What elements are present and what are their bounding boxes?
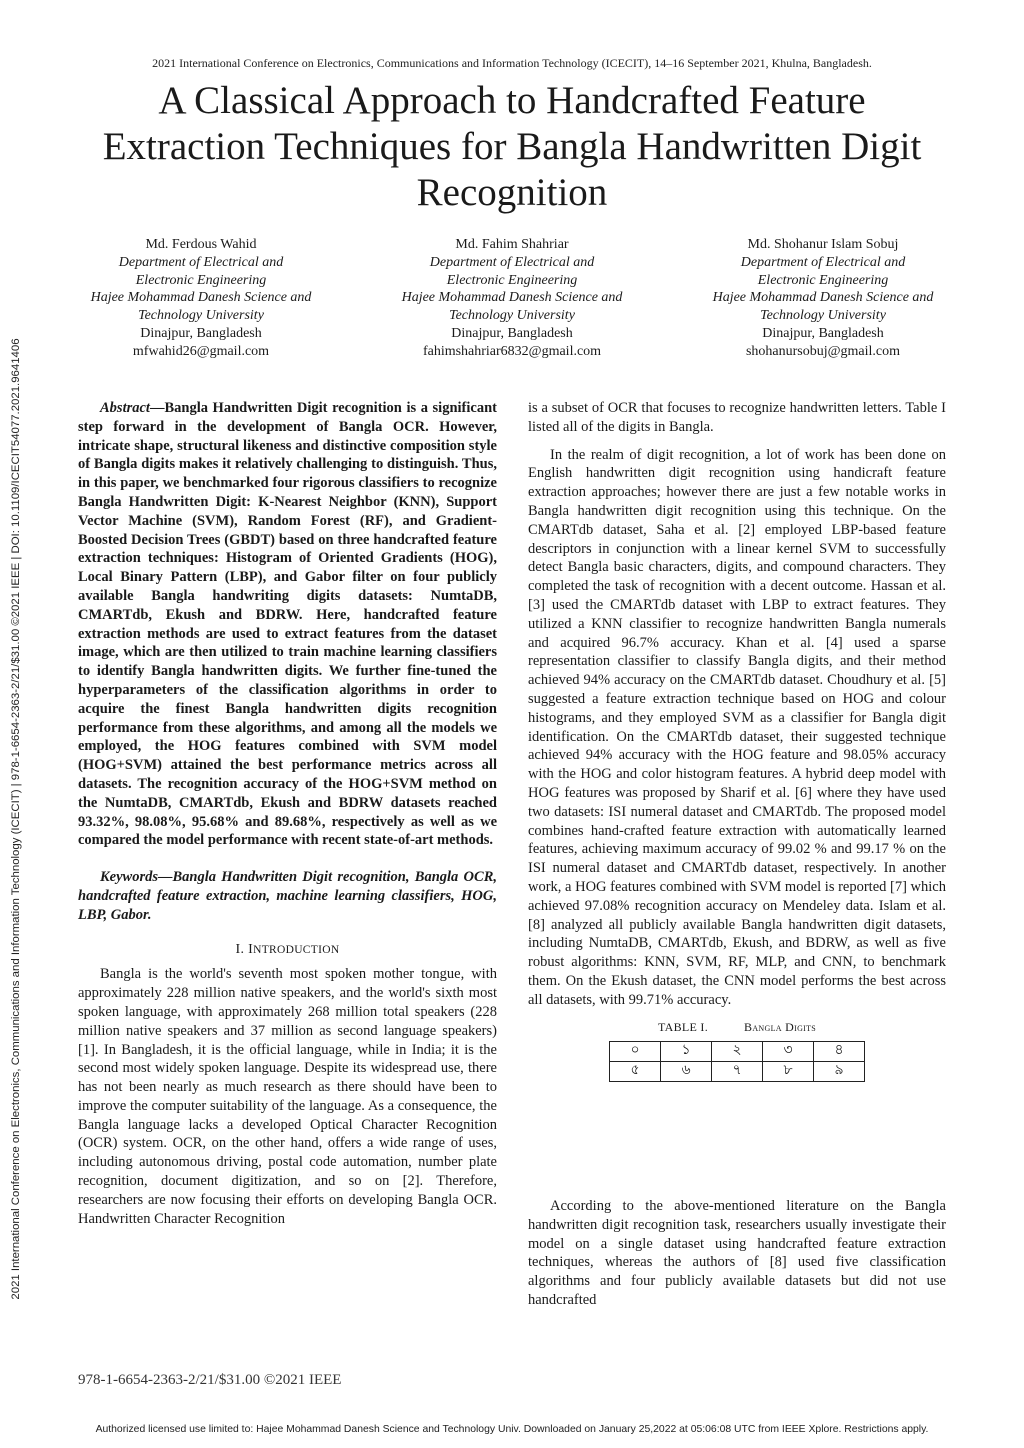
right-column [528, 399, 946, 1082]
author-department: Electronic Engineering [757, 272, 889, 288]
author-email[interactable]: mfwahid26@gmail.com [132, 343, 270, 359]
author-block [688, 236, 958, 361]
author-block [66, 236, 336, 361]
title-line: Recognition [416, 171, 608, 214]
footer-isbn: 978-1-6654-2363-2/21/$31.00 ©2021 IEEE [78, 1372, 342, 1388]
author-department: Department of Electrical and [740, 254, 906, 270]
author-department: Electronic Engineering [446, 272, 578, 288]
body-paragraph: In the realm of digit recognition, a lot of work has been done on English handwritten digit recognition using handicraft feature extraction approaches; however there are just a few notable works in Bangla handwritten digit recognition using this technique. On the CMARTdb dataset, Saha et al. [2] employed LBP-based feature descriptors in conjunction with a linear kernel SVM to successfully detect Bangla basic characters, digits, and compound characters. They completed the task of recognition with a decent outcome. Hassan et al. [3] used the CMARTdb dataset with LBP to extract features. They utilized a KNN classifier to recognize handwritten Bangla numerals and acquired 96.7% accuracy. Khan et al. [4] used a sparse representation classifier to classify Bangla digits, and their method achieved 94% accuracy on the CMARTdb dataset. Choudhury et al. [5] suggested a feature extraction technique based on HOG and colour histograms, and they employed SVM as a classifier for Bangla digit identification. On the CMARTdb dataset, their suggested technique achieved 94% accuracy with the HOG feature and 98.05% accuracy with the HOG and color histogram features. A hybrid deep model with HOG features was proposed by Sharif et al. [6] where they have used two datasets: ISI numeral dataset and CMARTdb. The proposed model combines hand-crafted feature extraction with automatically learned features, achieving maximum accuracy of 99.02 % and 99.17 % on the ISI numeral dataset and CMARTdb dataset, respectively. In another work, a HOG features combined with SVM model is reported [7] which achieved 97.08% recognition accuracy on Mendeley data. Islam et al. [8] analyzed all publicly available Bangla handwritten digit datasets, including NumtaDB, CMARTdb, Ekush, and BDRW, as well as five robust algorithms: KNN, SVM, RF, MLP, and CNN, to benchmark them. On the Ekush dataset, the CNN model performs the best across all datasets, with 99.71% accuracy. [528, 446, 946, 1008]
footer-authorized-use: Authorized licensed use limited to: Hajee Mohammad Danesh Science and Technology Univ. Downloaded on January 25,2022 at 05:06:08 UTC from IEEE Xplore. Restrictions apply. [95, 1424, 929, 1435]
section-title-initial: I [248, 941, 254, 957]
side-publication-strip [10, 290, 30, 1348]
keywords-dash: — [158, 869, 173, 886]
author-email[interactable]: fahimshahriar6832@gmail.com [422, 343, 602, 359]
author-name: Md. Shohanur Islam Sobuj [747, 237, 899, 252]
bangla-digits-table [609, 1041, 865, 1082]
left-column [78, 399, 497, 1228]
author-city: Dinajpur, Bangladesh [762, 325, 884, 341]
section-numeral: I. [235, 941, 245, 957]
table-row [610, 1042, 865, 1062]
author-email[interactable]: shohanursobuj@gmail.com [745, 343, 901, 359]
author-department: Electronic Engineering [135, 272, 267, 288]
table-cell: ৩ [763, 1042, 814, 1062]
right-column-lower [528, 1197, 946, 1310]
author-university: Hajee Mohammad Danesh Science and [90, 290, 312, 306]
table-row [610, 1062, 865, 1082]
author-block [377, 236, 647, 361]
author-name: Md. Fahim Shahriar [455, 237, 569, 252]
table-cell: ৪ [814, 1042, 865, 1062]
author-university: Technology University [760, 308, 886, 324]
author-university: Hajee Mohammad Danesh Science and [712, 290, 934, 306]
table-caption [528, 1018, 946, 1037]
table-cell: ১ [661, 1042, 712, 1062]
section-heading-introduction [78, 941, 497, 960]
keywords [78, 868, 497, 924]
table-cell: ২ [712, 1042, 763, 1062]
title-line: Extraction Techniques for Bangla Handwritten Digit [102, 125, 922, 168]
paper-title [60, 78, 964, 216]
table-cell: ৯ [814, 1062, 865, 1082]
conference-header: 2021 International Conference on Electronics, Communications and Information Technology (ICECIT), 14–16 September 2021, Khulna, Bangladesh. [152, 56, 872, 70]
body-paragraph: According to the above-mentioned literature on the Bangla handwritten digit recognition task, researchers usually investigate their model on a single dataset using handcrafted feature extraction techniques, whereas the authors of [8] used five classification algorithms and four publicly available datasets but did not use handcrafted [528, 1198, 946, 1308]
table-cell: ৬ [661, 1062, 712, 1082]
table-cell: ৭ [712, 1062, 763, 1082]
side-strip-text: 2021 International Conference on Electronics, Communications and Information Technology (ICECIT) | 978-1-6654-2363-2/21/$31.00 ©2021 IEEE | DOI: 10.1109/ICECIT54077.2021.9641406 [10, 338, 22, 1300]
author-city: Dinajpur, Bangladesh [140, 325, 262, 341]
table-cell: ৮ [763, 1062, 814, 1082]
author-city: Dinajpur, Bangladesh [451, 325, 573, 341]
author-department: Department of Electrical and [118, 254, 284, 270]
table-cell: ০ [610, 1042, 661, 1062]
table-title: Bangla Digits [744, 1019, 817, 1034]
title-line: A Classical Approach to Handcrafted Feature [158, 79, 866, 122]
author-university: Technology University [138, 308, 264, 324]
table-number: TABLE I. [657, 1019, 709, 1034]
section-title-rest: NTRODUCTION [253, 943, 340, 956]
keywords-text: Bangla Handwritten Digit recognition, Bangla OCR, handcrafted feature extraction, machine learning classifiers, HOG, LBP, Gabor. [78, 869, 497, 923]
author-university: Technology University [449, 308, 575, 324]
abstract-text: Bangla Handwritten Digit recognition is a significant step forward in the development of Bangla OCR. However, intricate shape, structural likeness and distinctive composition style of Bangla digits makes it relatively challenging to distinguish. Thus, in this paper, we benchmarked four rigorous classifiers to recognize Bangla Handwritten Digit: K-Nearest Neighbor (KNN), Support Vector Machine (SVM), Random Forest (RF), and Gradient-Boosted Decision Trees (GBDT) based on three handcrafted feature extraction techniques: Histogram of Oriented Gradients (HOG), Local Binary Pattern (LBP), and Gabor filter on four publicly available Bangla handwriting digits datasets: NumtaDB, CMARTdb, Ekush and BDRW. Here, handcrafted feature extraction methods are used to extract features from the dataset image, which are then utilized to train machine learning classifiers to identify Bangla handwritten digits. We further fine-tuned the hyperparameters of the classification algorithms in order to acquire the finest Bangla handwritten digits recognition performance from these algorithms, and among all the models we employed, the HOG features combined with SVM model (HOG+SVM) attained the best performance metrics across all datasets. The recognition accuracy of the HOG+SVM method on the NumtaDB, CMARTdb, Ekush and BDRW datasets reached 93.32%, 98.08%, 95.68% and 89.68%, respectively as well as we compared the model performance with recent state-of-art methods. [78, 400, 497, 849]
body-paragraph: is a subset of OCR that focuses to recognize handwritten letters. Table I listed all of the digits in Bangla. [528, 400, 946, 435]
abstract [78, 399, 497, 850]
intro-paragraph: Bangla is the world's seventh most spoken mother tongue, with approximately 228 million native speakers, and the world's sixth most spoken language, with approximately 268 million total speakers (228 million native speakers and 37 million as second language speakers) [1]. In Bangladesh, it is the official language, while in India; it is the second most widely spoken language. Despite its widespread use, there has not been nearly as much research as there should have been to improve the computer suitability of the language. As a consequence, the Bangla language lacks a developed Optical Character Recognition (OCR) system. OCR, on the other hand, offers a wide range of uses, including autonomous driving, postal code automation, number plate recognition, document digitization, and so on [2]. Therefore, researchers are now focusing their efforts on developing Bangla OCR. Handwritten Character Recognition [78, 966, 497, 1227]
abstract-dash: — [149, 400, 165, 416]
keywords-label: Keywords [100, 869, 158, 886]
table-cell: ৫ [610, 1062, 661, 1082]
author-university: Hajee Mohammad Danesh Science and [401, 290, 623, 306]
author-name: Md. Ferdous Wahid [145, 237, 257, 252]
abstract-label: Abstract [100, 400, 150, 416]
author-department: Department of Electrical and [429, 254, 595, 270]
